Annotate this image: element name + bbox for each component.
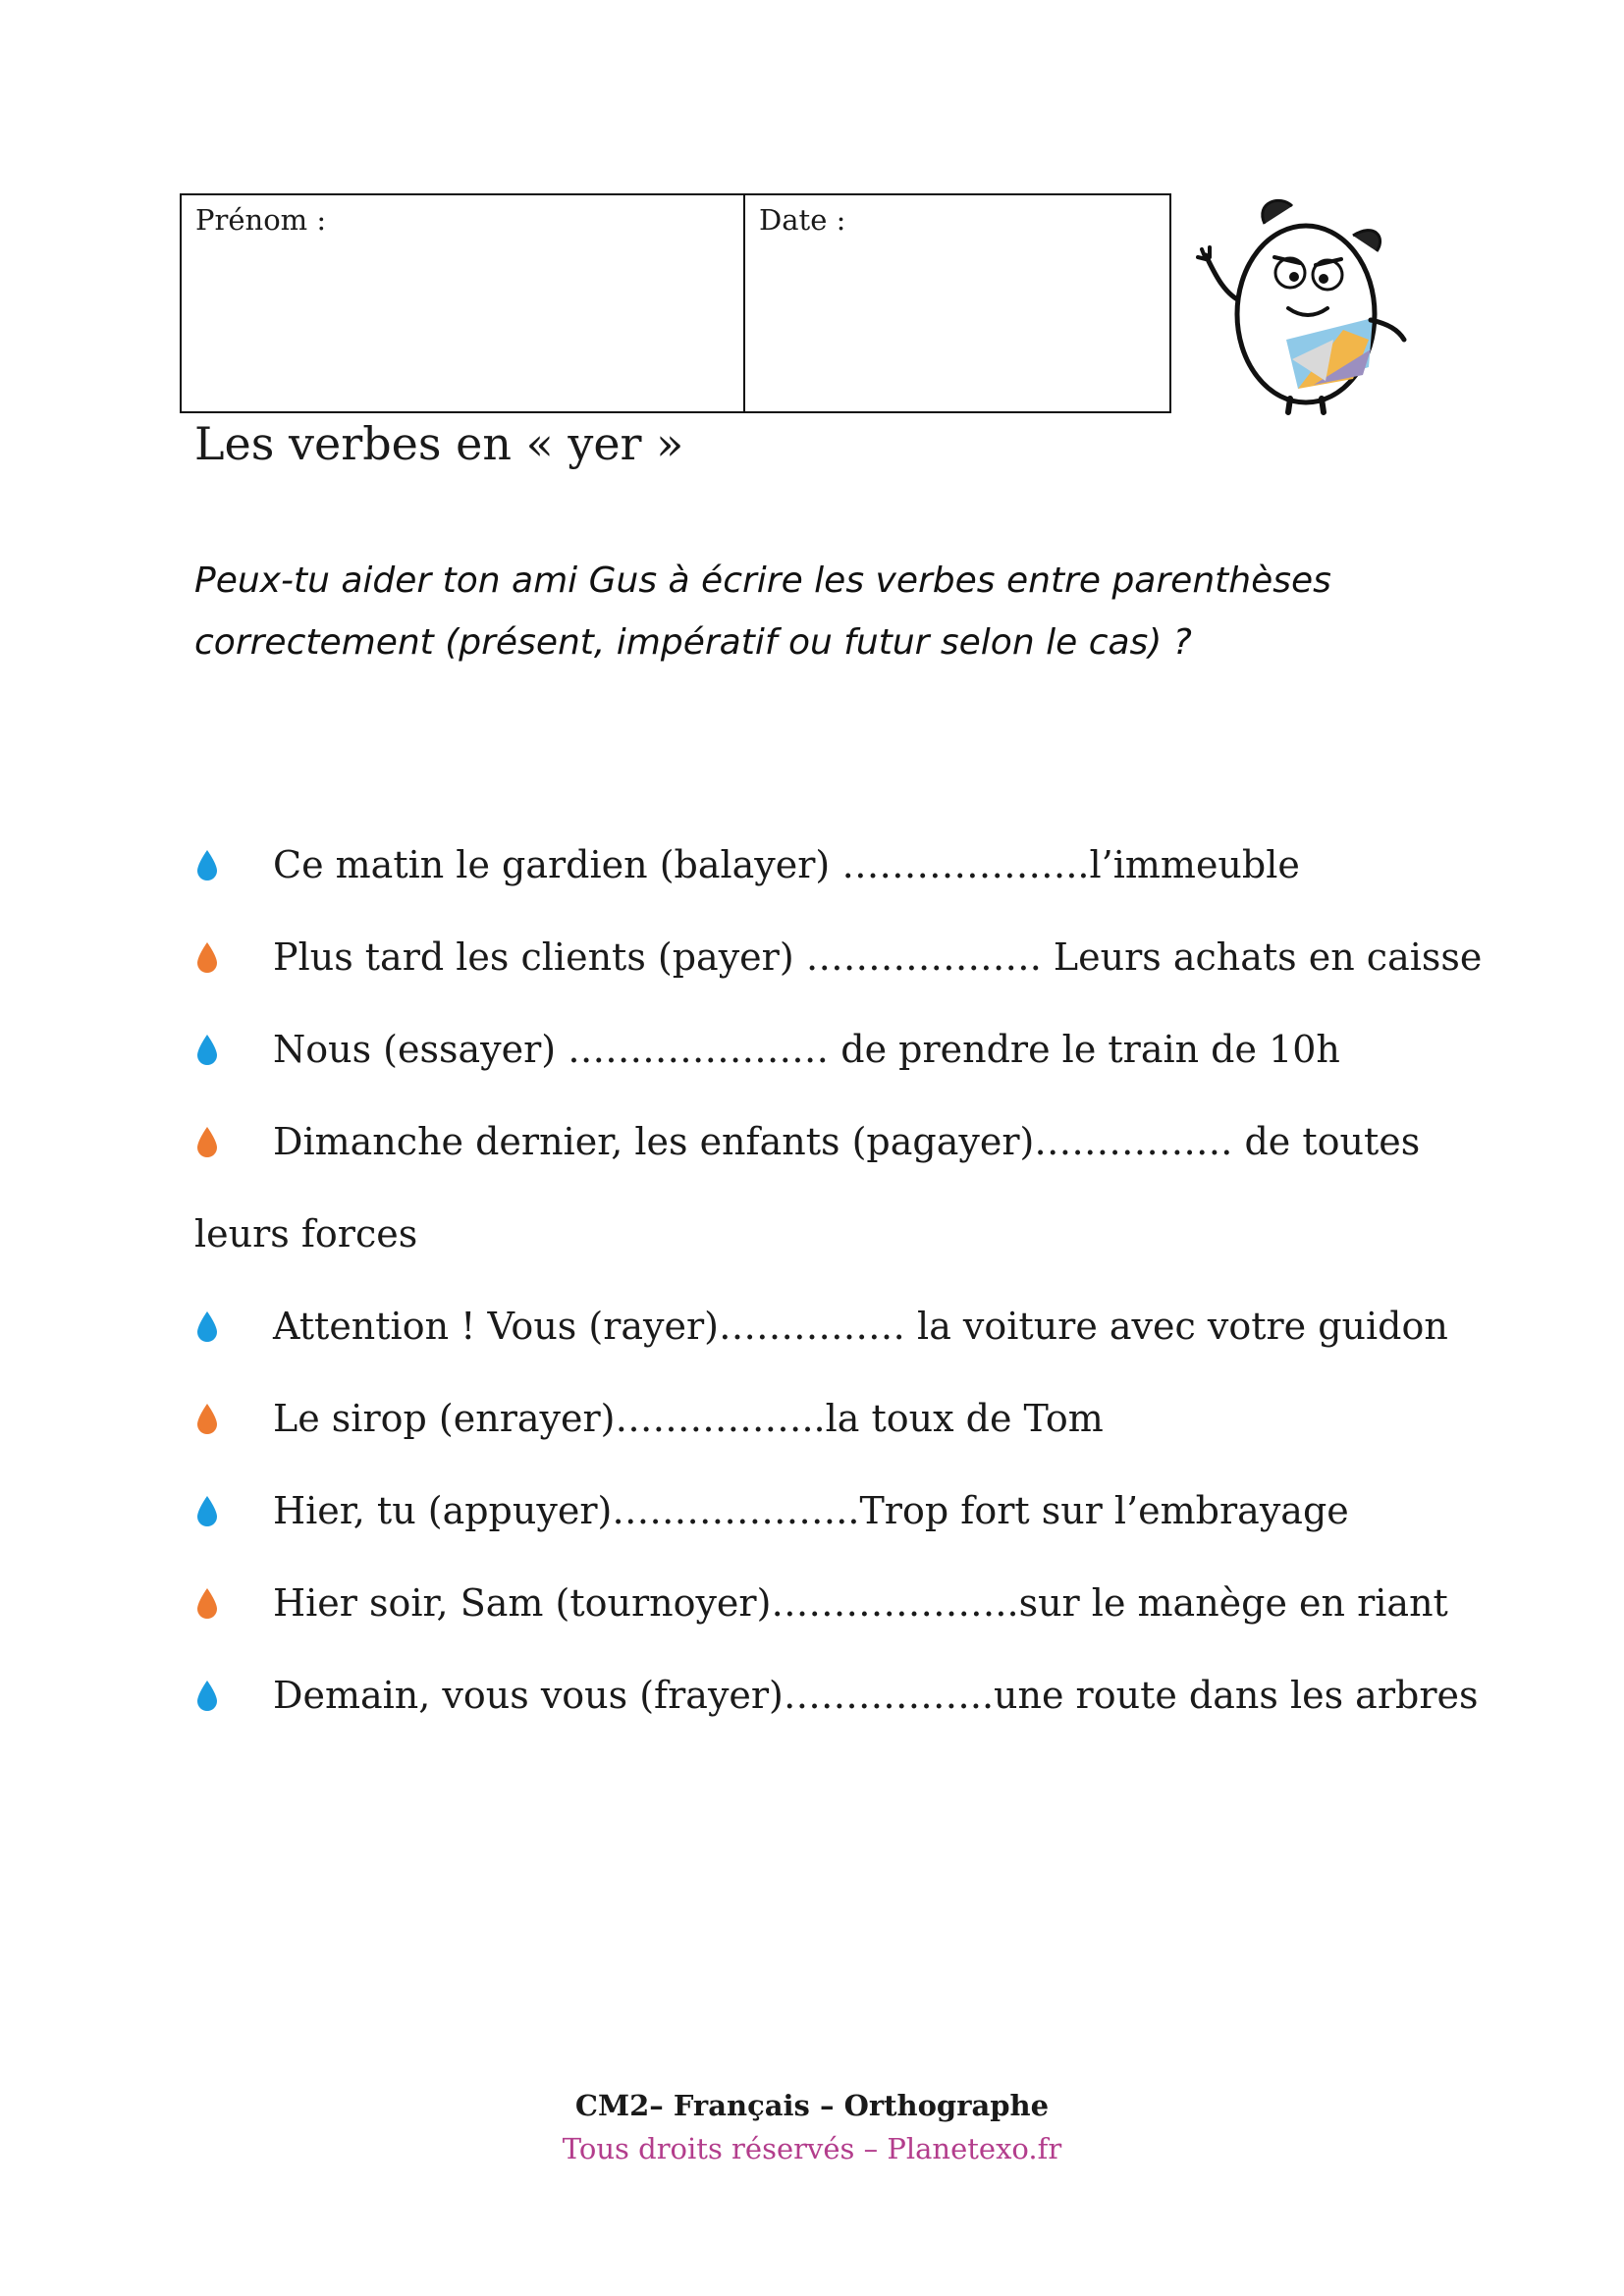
orange-drop-icon (194, 1402, 220, 1435)
exercise-continuation: leurs forces (194, 1212, 418, 1255)
exercise-sentence: Ce matin le gardien (balayer) ………………..l’immeuble (273, 843, 1300, 886)
orange-drop-icon (194, 940, 220, 974)
date-label: Date : (759, 203, 846, 237)
exercise-sentence: Demain, vous vous (frayer)……………..une route dans les arbres (273, 1674, 1479, 1717)
exercise-item (194, 1665, 1479, 1757)
exercise-sentence: Attention ! Vous (rayer)…………… la voiture avec votre guidon (273, 1305, 1448, 1348)
exercise-sentence: Hier soir, Sam (tournoyer)………………..sur le manège en riant (273, 1581, 1448, 1625)
instruction-text: Peux-tu aider ton ami Gus à écrire les verbes entre parenthèses correctement (présent, impératif ou futur selon le cas) ? (194, 561, 1331, 663)
exercise-item (194, 1111, 1471, 1203)
exercise-item (194, 1480, 1471, 1573)
exercise-item (194, 834, 1471, 927)
exercise-list (194, 834, 1483, 1757)
exercise-sentence: Le sirop (enrayer)……………..la toux de Tom (273, 1397, 1104, 1440)
orange-drop-icon (194, 1125, 220, 1158)
student-info-box (180, 193, 1171, 413)
footer-subject: CM2– Français – Orthographe (574, 2089, 1050, 2122)
exercise-item (194, 1296, 1471, 1388)
first-name-field[interactable] (182, 195, 745, 411)
exercise-sentence: Hier, tu (appuyer)………………..Trop fort sur l’embrayage (273, 1489, 1349, 1532)
exercise-item (194, 1573, 1471, 1665)
exercise-sentence: Dimanche dernier, les enfants (pagayer)……………. de toutes (273, 1120, 1421, 1163)
first-name-label: Prénom : (195, 203, 327, 237)
worksheet-title: Les verbes en « yer » (194, 417, 684, 470)
exercise-item (194, 927, 1483, 1019)
exercise-sentence: Plus tard les clients (payer) ………………. Leurs achats en caisse (273, 935, 1483, 979)
gus-mascot-icon (1196, 192, 1412, 418)
orange-drop-icon (194, 1586, 220, 1620)
blue-drop-icon (194, 1494, 220, 1527)
date-field[interactable] (745, 195, 1169, 411)
blue-drop-icon (194, 1679, 220, 1712)
footer-copyright: Tous droits réservés – Planetexo.fr (562, 2132, 1062, 2165)
exercise-sentence: Nous (essayer) ………………… de prendre le train de 10h (273, 1028, 1340, 1071)
exercise-item (194, 1388, 1471, 1480)
exercise-item (194, 1019, 1471, 1111)
blue-drop-icon (194, 848, 220, 881)
blue-drop-icon (194, 1309, 220, 1343)
blue-drop-icon (194, 1033, 220, 1066)
